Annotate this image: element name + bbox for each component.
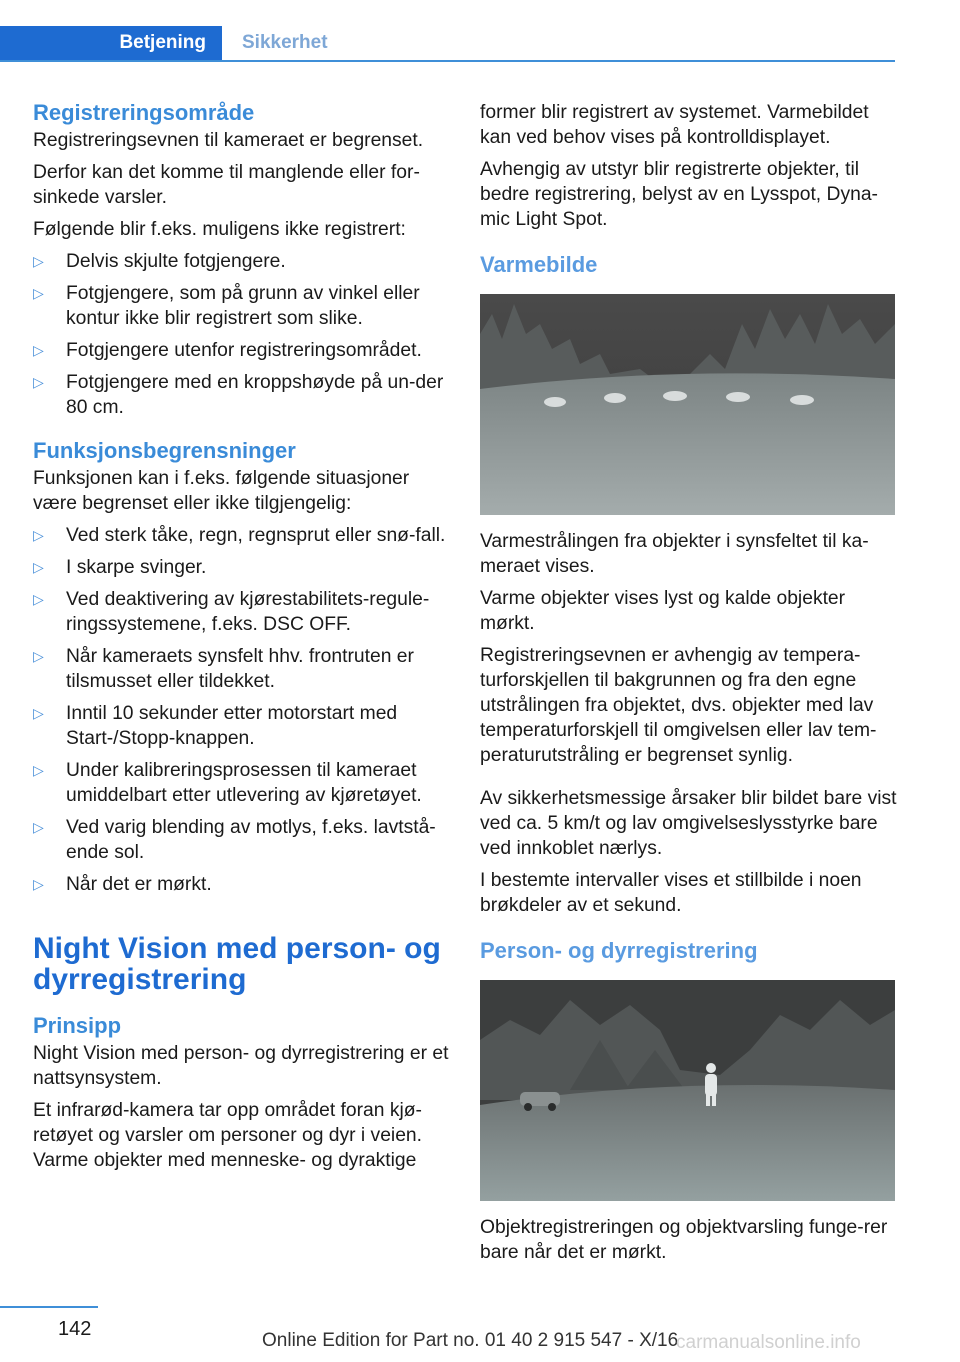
list-item: ▷ Fotgjengere med en kroppshøyde på un-der 80 cm. <box>33 370 451 420</box>
paragraph: Avhengig av utstyr blir registrerte objekter, til bedre registrering, belyst av en Lysspot, Dyna-mic Light Spot. <box>480 159 878 230</box>
chapter-title: Night Vision med person- og dyrregistrering <box>33 932 441 996</box>
list-item: ▷ Ved sterk tåke, regn, regnsprut eller snø-fall. <box>33 523 451 548</box>
paragraph: Følgende blir f.eks. muligens ikke registrert: <box>33 219 406 240</box>
heading-varmebilde: Varmebilde <box>480 252 598 277</box>
paragraph: Night Vision med person- og dyrregistrering er et nattsynsystem. <box>33 1043 449 1089</box>
list-item: ▷ Når kameraets synsfelt hhv. frontruten er tilsmusset eller tildekket. <box>33 644 451 694</box>
heading-person-dyrregistrering: Person- og dyrregistrering <box>480 938 758 963</box>
list-item: ▷ I skarpe svinger. <box>33 555 451 580</box>
thermal-image-pedestrian <box>480 980 895 1201</box>
page-number: 142 <box>58 1318 92 1340</box>
heading-prinsipp: Prinsipp <box>33 1013 122 1038</box>
list-item: ▷ Fotgjengere utenfor registreringsområdet. <box>33 338 451 363</box>
list-item: ▷ Ved deaktivering av kjørestabilitets-regule-ringssystemene, f.eks. DSC OFF. <box>33 587 451 637</box>
paragraph: Registreringsevnen til kameraet er begrenset. <box>33 130 424 151</box>
left-column <box>33 100 451 1180</box>
paragraph: Registreringsevnen er avhengig av tempera-turforskjellen til bakgrunnen og fra den egne utstrålingen fra objektet, dvs. objekter med lav temperaturforskjell til omgivelsen eller lav tem-peraturutstråling er begrenset synlig. <box>480 645 877 766</box>
right-column <box>480 100 898 1272</box>
tab-sikkerhet[interactable]: Sikkerhet <box>242 32 328 53</box>
thermal-image-animals <box>480 294 895 515</box>
bullet-list-undetected <box>33 249 451 420</box>
edition-footer: Online Edition for Part no. 01 40 2 915 547 - X/16 <box>262 1330 679 1351</box>
paragraph: former blir registrert av systemet. Varmebildet kan ved behov vises på kontrolldisplayet. <box>480 102 869 148</box>
paragraph: Derfor kan det komme til manglende eller for-sinkede varsler. <box>33 162 420 208</box>
heading-registreringsomrade: Registreringsområde <box>33 100 255 125</box>
paragraph: Funksjonen kan i f.eks. følgende situasjoner være begrenset eller ikke tilgjengelig: <box>33 468 410 514</box>
paragraph: I bestemte intervaller vises et stillbilde i noen brøkdeler av et sekund. <box>480 870 862 916</box>
paragraph: Et infrarød-kamera tar opp området foran kjø-retøyet og varsler om personer og dyr i veien. Varme objekter med menneske- og dyraktige <box>33 1100 423 1171</box>
list-item: ▷ Ved varig blending av motlys, f.eks. lavtstå-ende sol. <box>33 815 451 865</box>
list-item: ▷ Inntil 10 sekunder etter motorstart med Start-/Stopp-knappen. <box>33 701 451 751</box>
list-item: ▷ Fotgjengere, som på grunn av vinkel eller kontur ikke blir registrert som slike. <box>33 281 451 331</box>
list-item: ▷ Når det er mørkt. <box>33 872 451 897</box>
list-item: ▷ Delvis skjulte fotgjengere. <box>33 249 451 274</box>
page-number-rule <box>0 1306 98 1308</box>
bullet-list-limitations <box>33 523 451 897</box>
chapter-tabs <box>0 26 895 62</box>
heading-funksjonsbegrensninger: Funksjonsbegrensninger <box>33 438 296 463</box>
tab-betjening[interactable]: Betjening <box>0 26 222 60</box>
paragraph: Varme objekter vises lyst og kalde objekter mørkt. <box>480 588 846 634</box>
paragraph: Varmestrålingen fra objekter i synsfeltet til ka-meraet vises. <box>480 531 869 577</box>
paragraph: Av sikkerhetsmessige årsaker blir bildet bare vist ved ca. 5 km/t og lav omgivelseslysstyrke bare ved innkoblet nærlys. <box>480 788 897 859</box>
paragraph: Objektregistreringen og objektvarsling funge-rer bare når det er mørkt. <box>480 1217 888 1263</box>
list-item: ▷ Under kalibreringsprosessen til kameraet umiddelbart etter utlevering av kjøretøyet. <box>33 758 451 808</box>
watermark: carmanualsonline.info <box>676 1332 861 1353</box>
